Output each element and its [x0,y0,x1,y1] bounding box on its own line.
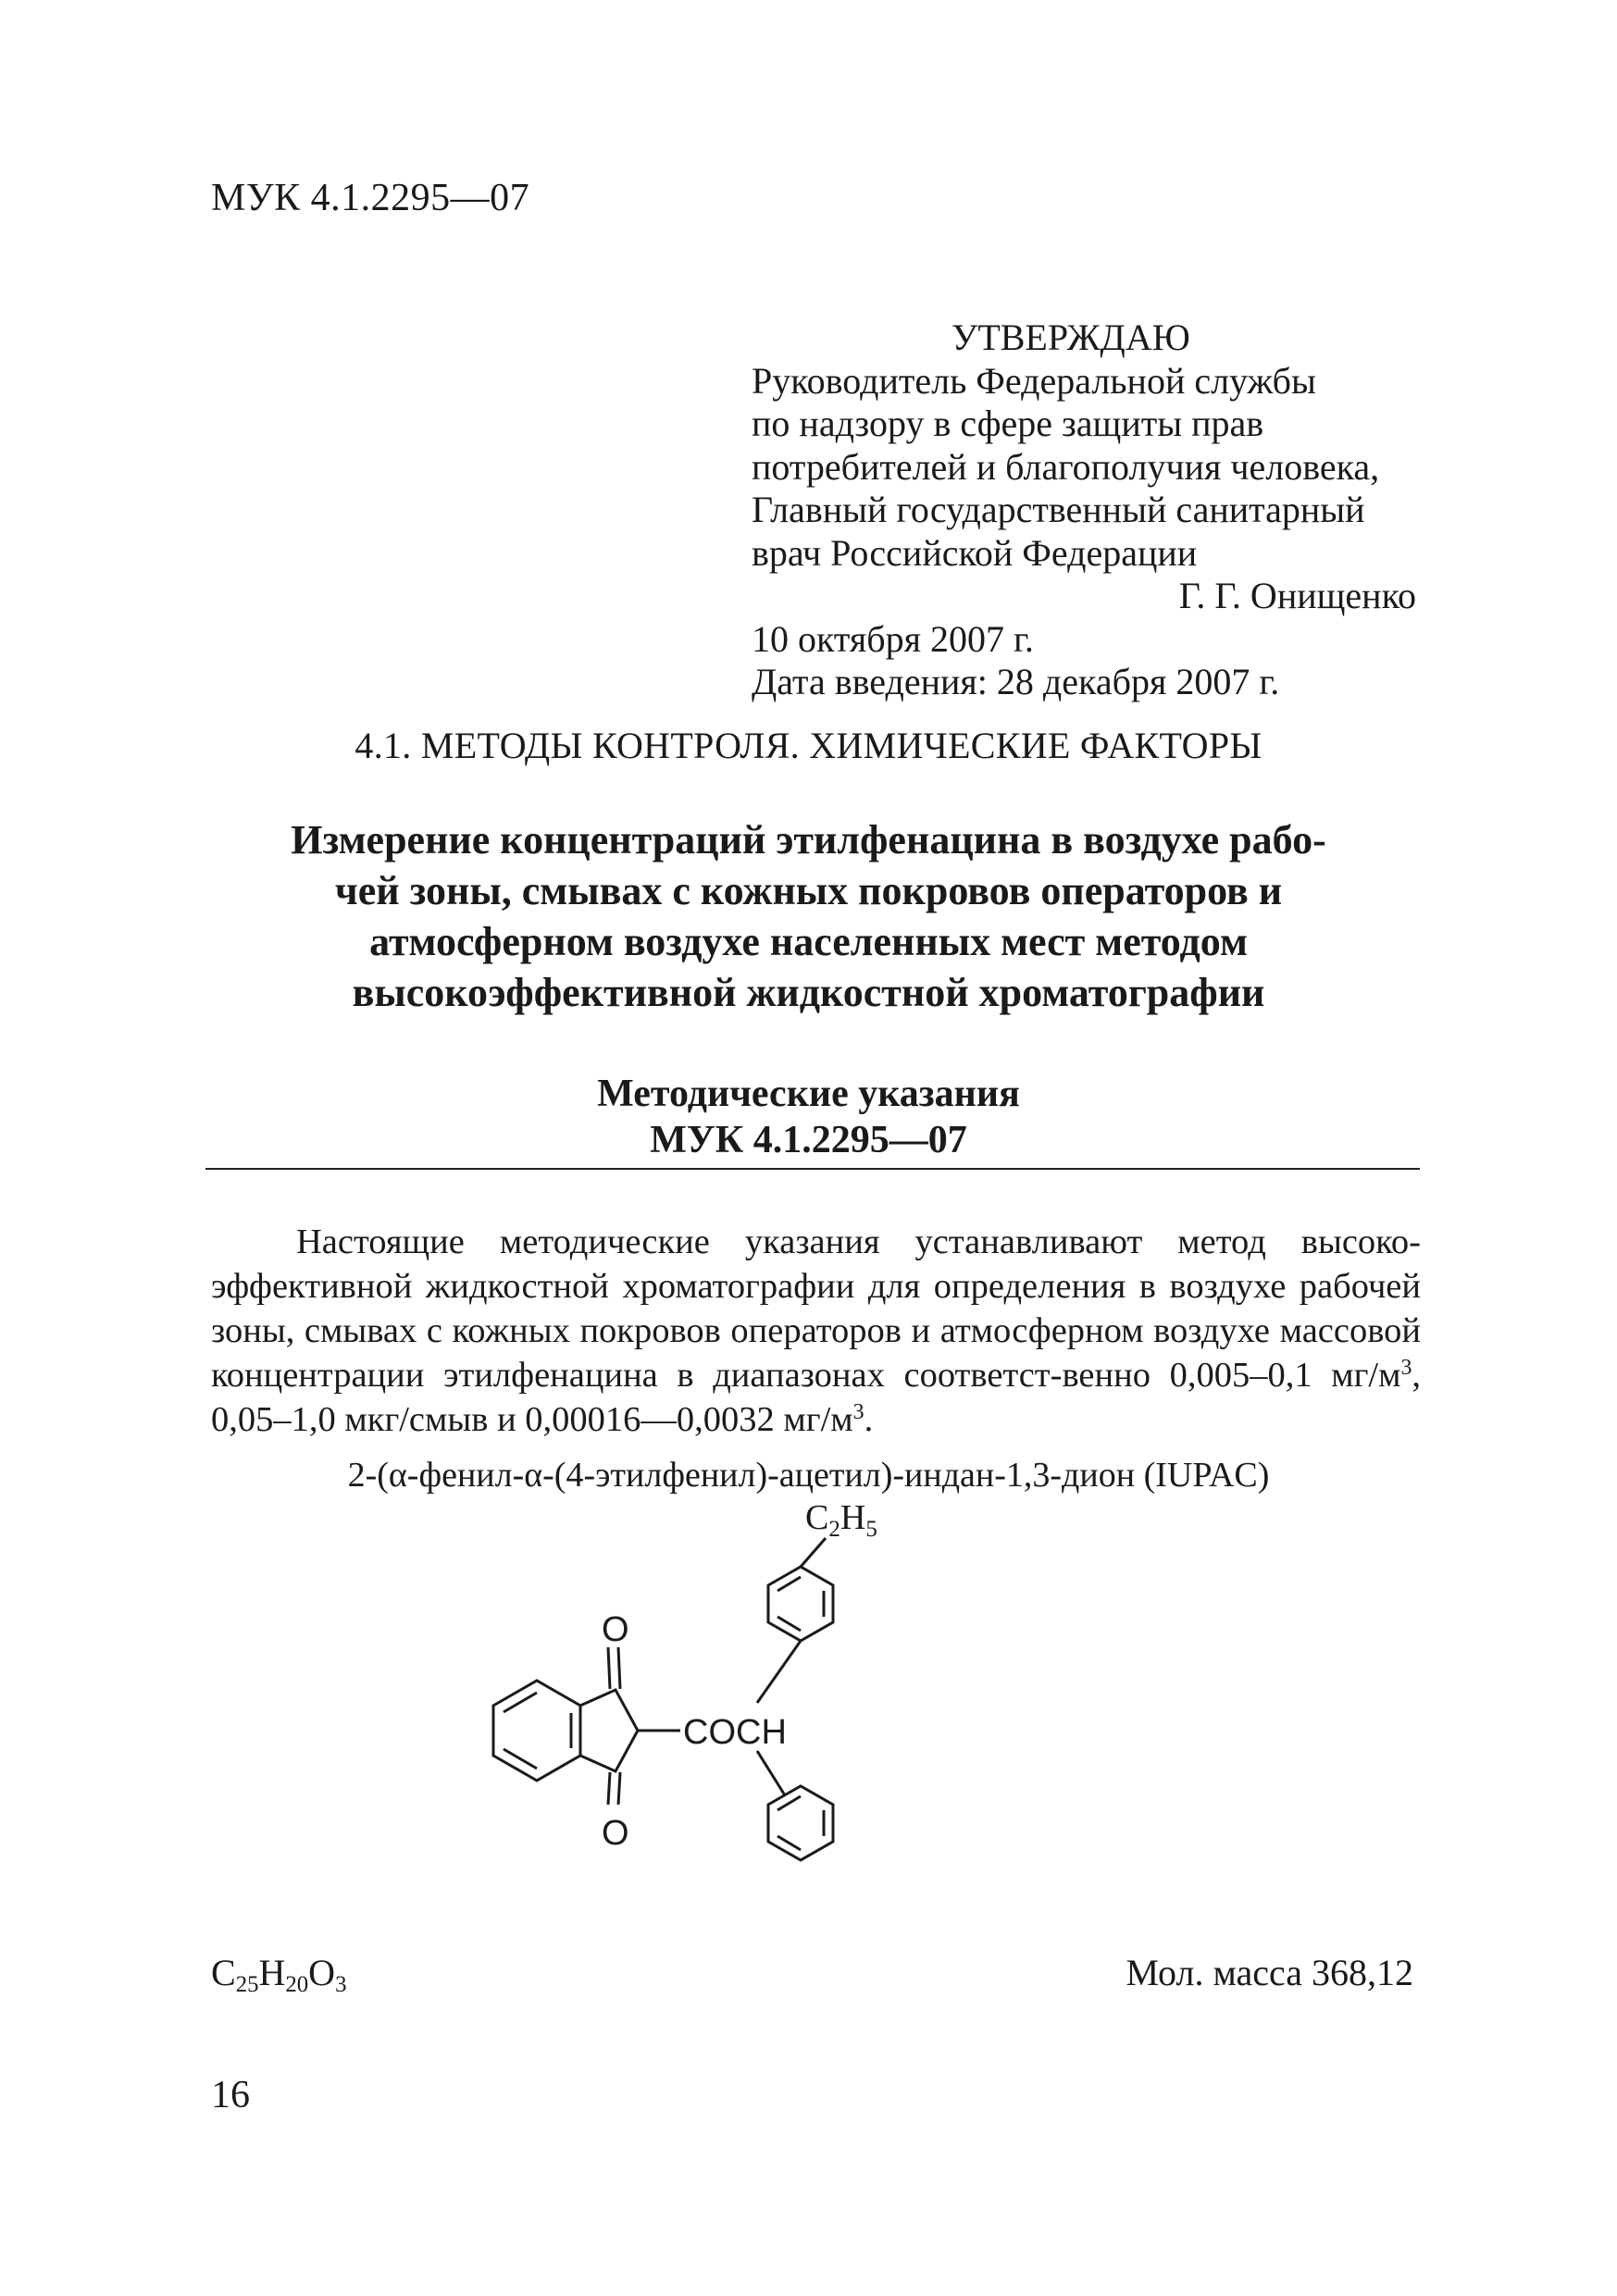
guideline-code: МУК 4.1.2295—07 [650,1119,967,1161]
signatory: Г. Г. Онищенко [1178,575,1416,616]
title-line: Измерение концентраций этилфенацина в воздухе рабо- [291,817,1326,863]
approval-block [752,316,1427,704]
approval-line: по надзору в сфере защиты прав [752,403,1264,444]
title-line: высокоэффективной жидкостной хроматографии [352,970,1265,1015]
oxygen-top-label: O [602,1610,629,1649]
divider-rule [205,1168,1420,1170]
range-atmosphere: 0,00016—0,0032 [525,1400,775,1439]
document-title [167,814,1450,1018]
intro-text: Настоящие методические указания устанавливают метод высоко-эффективной жидкостной хроматографии для определения в воздухе рабочей зоны, смывах с кожных покровов операторов и атмосферном воздухе массовой концентрации этилфенацина в диапазонах соответст-венно [211,1222,1421,1395]
approval-line: потребителей и благополучия человека, [752,445,1380,488]
linker-label: COCH [683,1713,787,1752]
structural-formula [426,1499,1074,2017]
guideline-label: Методические указания [597,1073,1020,1115]
ethyl-label: $C_2H_5$ [805,1499,877,1542]
iupac-name: 2-(α-фенил-α-(4-этилфенил)-ацетил)-индан-1,3-дион (IUPAC) [347,1456,1270,1495]
approval-line: Руководитель Федеральной службы [752,359,1316,402]
indane-five-ring [580,1690,638,1771]
approval-title: УТВЕРЖДАЮ [952,316,1190,358]
intro-paragraph: Настоящие методические указания устанавливают метод высоко-эффективной жидкостной хроматографии для определения в воздухе рабочей зоны, смывах с кожных покровов операторов и атмосферном воздухе массовой концентрации этилфенацина в диапазонах соответст-венно 0,005–0,1 $мг/м^3$, 0,05–1,0 мкг/смыв и 0,00016—0,0032 $мг/м^3$. [211,1222,1422,1439]
indane-benzene-ring [493,1681,580,1781]
range-air-work: 0,005–0,1 [1169,1356,1312,1395]
approval-date: 10 октября 2007 г. [752,617,1034,660]
oxygen-bottom-label: O [602,1814,629,1853]
guideline-heading [0,1071,1617,1163]
introduction-date: Дата введения: 28 декабря 2007 г. [752,661,1280,702]
title-line: атмосферном воздухе населенных мест методом [369,919,1248,964]
approval-line: врач Российской Федерации [752,531,1198,574]
document-code: МУК 4.1.2295—07 [211,177,530,219]
section-heading: 4.1. МЕТОДЫ КОНТРОЛЯ. ХИМИЧЕСКИЕ ФАКТОРЫ [354,725,1263,766]
approval-line: Главный государственный санитарный [752,489,1365,530]
title-line: чей зоны, смывах с кожных покровов операторов и [334,868,1283,913]
range-washes: 0,05–1,0 мкг/смыв [211,1400,489,1439]
molecular-mass: Мол. масса 368,12 [1126,1952,1413,1993]
page-number: 16 [211,2074,250,2116]
molecular-formula: $C_{25}H_{20}O_3$ [211,1952,347,1997]
